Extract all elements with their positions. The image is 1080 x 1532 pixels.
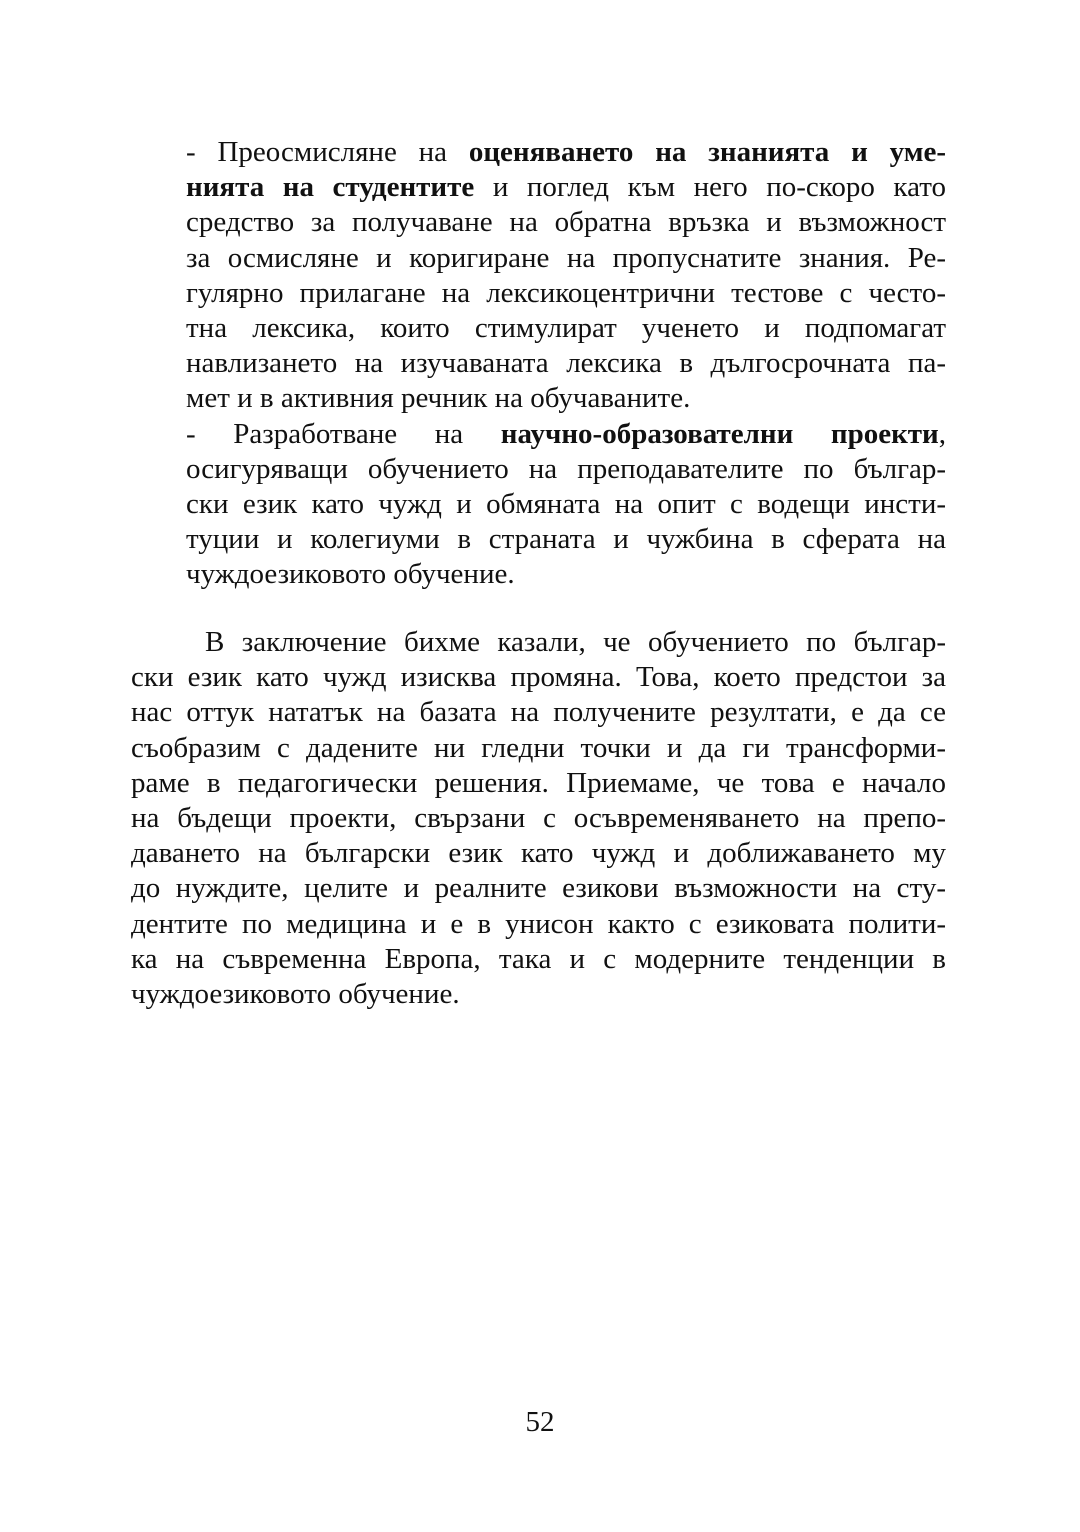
list-item-2-line-5: чуждоезиковото обучение. (186, 558, 515, 591)
conclusion-line: на бъдещи проекти, свързани с осъвременяването на препо- (131, 801, 946, 834)
list-item-1-line-7: навлизането на изучаваната лексика в дългосрочната па- (186, 347, 946, 380)
list-item-2-line-4: туции и колегиуми в страната и чужбина в сферата на (186, 523, 946, 556)
conclusion-paragraph (131, 625, 946, 1012)
list-item-2-comma: , (938, 417, 946, 450)
conclusion-line: до нуждите, целите и реалните езикови възможности на сту- (131, 872, 946, 905)
conclusion-line: дентите по медицина и е в унисон както с езиковата полити- (131, 907, 946, 940)
conclusion-line: раме в педагогически решения. Приемаме, че това е начало (131, 766, 946, 799)
conclusion-line: В заключение бихме казали, че обучението по българ- (205, 626, 946, 658)
list-item-1-line-2 (186, 170, 946, 205)
conclusion-line: ски език като чужд изисква промяна. Това, което предстои за (131, 661, 946, 694)
conclusion-line: нас оттук нататък на базата на получените резултати, е да се (131, 696, 946, 729)
list-item-1-continuation: и поглед към него по-скоро като (474, 171, 946, 204)
list-item-1-lead: - Преосмисляне на (186, 136, 469, 168)
conclusion-line: съобразим с дадените ни гледни точки и да ги трансформи- (131, 731, 946, 764)
list-item-1-line-6: тна лексика, които стимулират ученето и подпомагат (186, 311, 946, 344)
list-item-1-emphasis-start: оценяването на знанията и уме- (468, 136, 946, 168)
page-number: 52 (525, 1406, 555, 1438)
list-item-2-line-3: ски език като чужд и обмяната на опит с водещи инсти- (186, 487, 946, 520)
list-item-1-line-8: мет и в активния речник на обучаваните. (186, 382, 691, 415)
list-item-1-line-4: за осмисляне и коригиране на пропуснатите знания. Ре- (186, 241, 946, 274)
list-item-1-line-3: средство за получаване на обратна връзка и възможност (186, 206, 946, 239)
list-item-2-lead: - Разработване на (186, 417, 501, 450)
bullet-list (186, 135, 946, 592)
list-item-2-line-1 (186, 417, 946, 452)
list-item-1-line-1 (186, 135, 946, 170)
conclusion-line: даването на български език като чужд и доближаването му (131, 837, 946, 870)
list-item-1-line-5: гулярно прилагане на лексикоцентрични тестове с често- (186, 276, 946, 309)
list-item-2-line-2: осигуряващи обучението на преподавателите по българ- (186, 452, 946, 485)
list-item-1-emphasis-end: нията на студентите (186, 171, 475, 204)
conclusion-line: чуждоезиковото обучение. (131, 977, 460, 1010)
conclusion-line: ка на съвременна Европа, така и с модерните тенденции в (131, 942, 946, 975)
list-item-2-emphasis: научно-образователни проекти (500, 417, 939, 450)
